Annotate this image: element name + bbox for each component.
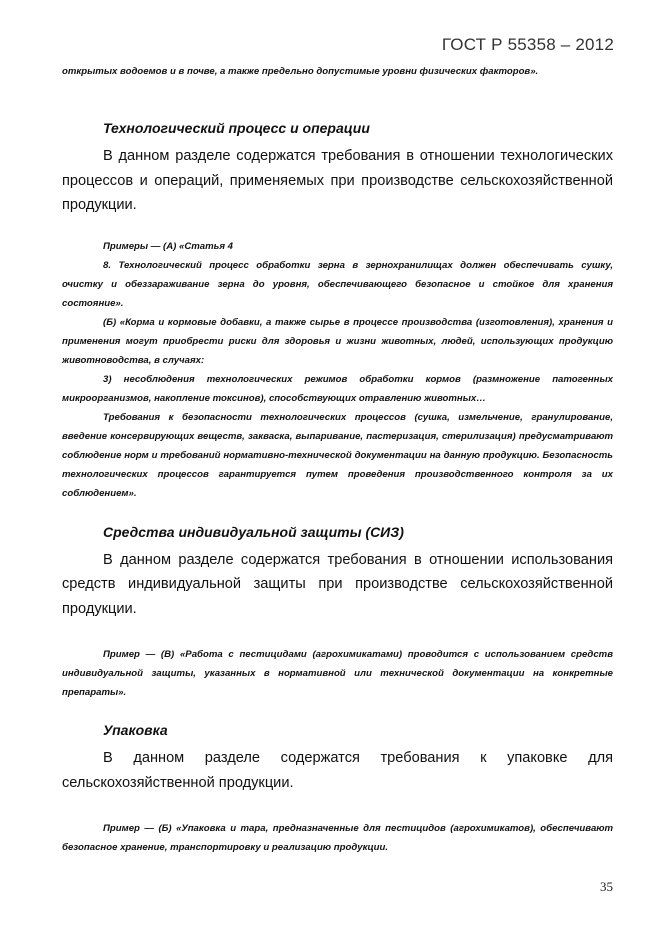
section-heading-packaging: Упаковка: [103, 722, 168, 738]
intro-fragment: открытых водоемов и в почве, а также предельно допустимые уровни физических факторов».: [62, 66, 539, 77]
standard-header: ГОСТ Р 55358 – 2012: [441, 35, 614, 54]
page-content: [62, 62, 613, 857]
section-body-packaging: В данном разделе содержатся требования к упаковке для сельскохозяйственной продукции.: [62, 750, 613, 791]
section-body-technology: В данном разделе содержатся требования в отношении технологических процессов и операций, применяемых при производстве сельскохозяйственной продукции.: [62, 148, 613, 213]
page-number: 35: [600, 879, 613, 894]
example-text: Требования к безопасности технологических процессов (сушка, измельчение, гранулирование, введение консервирующих веществ, закваска, выпаривание, пастеризация, стерилизация) предусматривают соблюдение норм и требований нормативно-технической документации на данную продукцию. Безопасность технологических процессов гарантируется путем проведения производственного контроля за их соблюдением».: [62, 411, 613, 499]
example-text: Пример — (Б) «Упаковка и тара, предназначенные для пестицидов (агрохимикатов), обеспечивают безопасное хранение, транспортировку и реализацию продукции.: [62, 823, 613, 853]
example-text: 3) несоблюдения технологических режимов обработки кормов (размножение патогенных микроорганизмов, накопление токсинов), способствующих отравлению животных…: [62, 373, 613, 404]
section-heading-technology: Технологический процесс и операции: [103, 120, 370, 136]
example-text: Пример — (В) «Работа с пестицидами (агрохимикатами) проводится с использованием средств индивидуальной защиты, указанных в нормативной или технической документации на конкретные препараты».: [62, 649, 613, 698]
section-heading-ppe: Средства индивидуальной защиты (СИЗ): [103, 523, 404, 540]
section-body-ppe: В данном разделе содержатся требования в отношении использования средств индивидуальной защиты при производстве сельскохозяйственной продукции.: [62, 551, 613, 617]
example-text: (Б) «Корма и кормовые добавки, а также сырье в процессе производства (изготовления), хранения и применения могут приобрести риски для здоровья и жизни животных, людей, использующих продукцию животноводства, в случаях:: [62, 316, 613, 366]
example-text: 8. Технологический процесс обработки зерна в зернохранилищах должен обеспечивать сушку, очистку и обеззараживание зерна до уровня, обеспечивающего безопасное и стойкое для хранения состояние».: [62, 259, 613, 309]
example-heading-a: Примеры — (А) «Статья 4: [103, 240, 234, 252]
